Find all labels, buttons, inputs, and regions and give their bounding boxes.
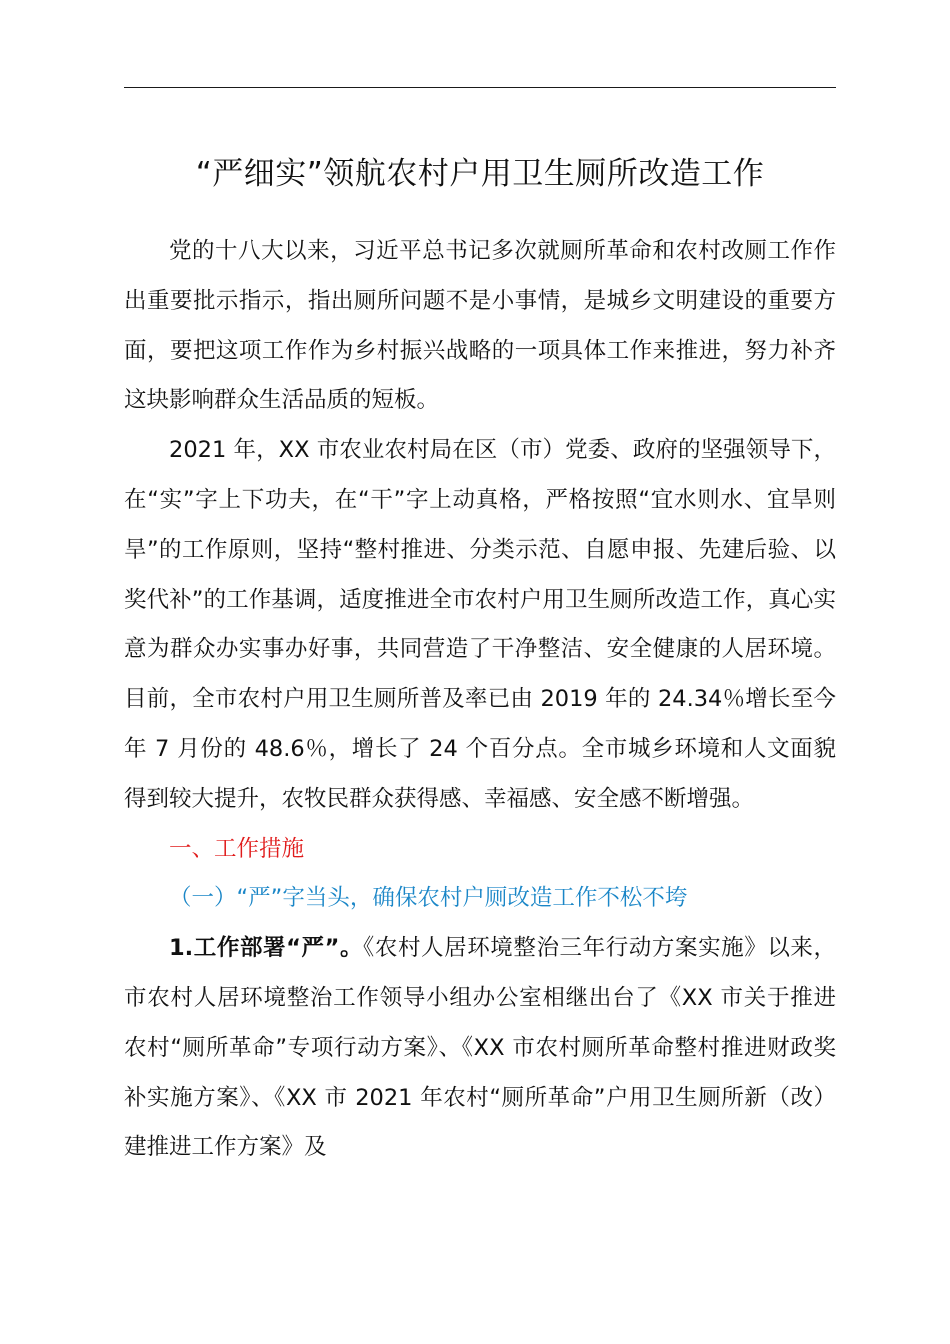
document-title: “严细实”领航农村户用卫生厕所改造工作: [195, 156, 765, 192]
item-1-lead: 1.工作部署“严”。: [169, 935, 364, 962]
paragraph-overview: 2021 年，XX 市农业农村局在区（市）党委、政府的坚强领导下，在“实”字上下功夫，在“干”字上动真格，严格按照“宜水则水、宜旱则旱”的工作原则，坚持“整村推进、分类示范、自愿申报、先建后验、以奖代补”的工作基调，适度推进全市农村户用卫生厕所改造工作，真心实意为群众办实事办好事，共同营造了干净整洁、安全健康的人居环境。目前，全市农村户用卫生厕所普及率已由 2019 年的 24.34％增长至今年 7 月份的 48.6％，增长了 24 个百分点。全市城乡环境和人文面貌得到较大提升，农牧民群众获得感、幸福感、安全感不断增强。: [124, 437, 836, 812]
item-1-text: 《农村人居环境整治三年行动方案实施》以来，市农村人居环境整治工作领导小组办公室相继出台了《XX 市关于推进农村“厕所革命”专项行动方案》、《XX 市农村厕所革命整村推进财政奖补实施方案》、《XX 市 2021 年农村“厕所革命”户用卫生厕所新（改）建推进工作方案》及: [124, 935, 836, 1161]
document-body: [124, 227, 836, 1173]
header-rule: [124, 87, 836, 88]
subsection-heading-strict: （一）“严”字当头，确保农村户厕改造工作不松不垮: [169, 885, 688, 912]
paragraph-item-1: [124, 924, 836, 1173]
section-heading-work-measures: 一、工作措施: [169, 835, 305, 862]
paragraph-intro: 党的十八大以来，习近平总书记多次就厕所革命和农村改厕工作作出重要批示指示，指出厕所问题不是小事情，是城乡文明建设的重要方面，要把这项工作作为乡村振兴战略的一项具体工作来推进，努力补齐这块影响群众生活品质的短板。: [124, 238, 836, 414]
